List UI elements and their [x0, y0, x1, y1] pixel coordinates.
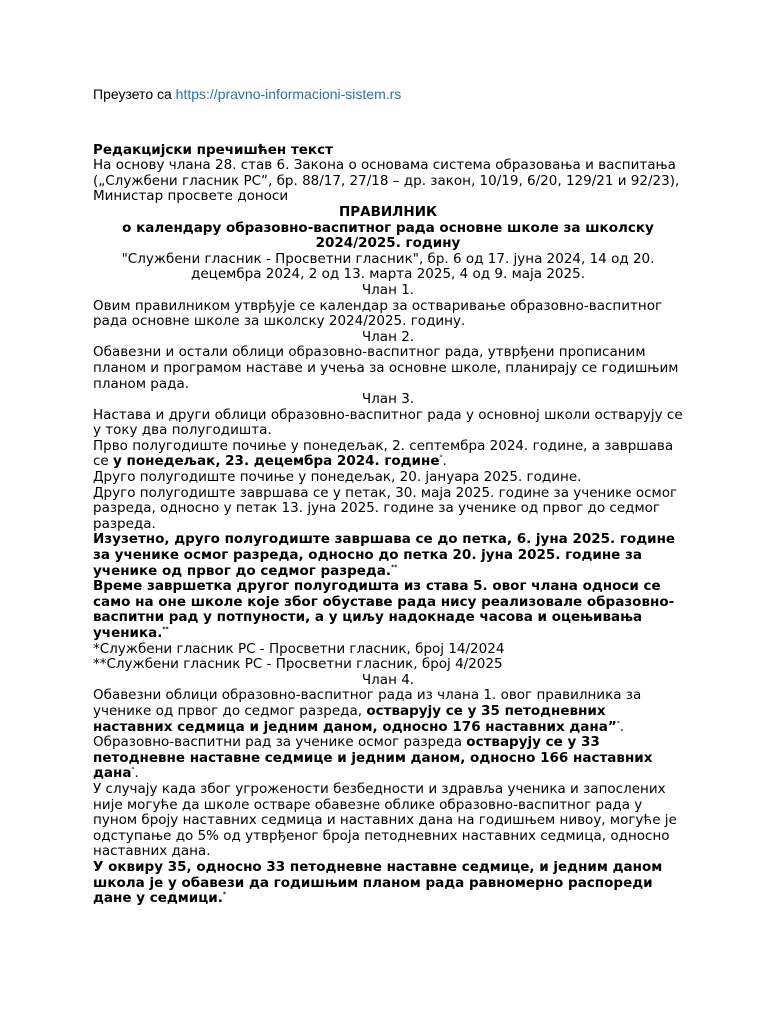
- footnote-marker: **: [162, 626, 169, 633]
- source-link[interactable]: https://pravno-informacioni-sistem.rs: [175, 86, 402, 102]
- article-3-paragraph-3: Друго полугодиште почиње у понедељак, 20. јануара 2025. године.: [93, 469, 582, 486]
- footnote-marker: *: [222, 891, 226, 899]
- article-4-paragraph-1: [93, 688, 683, 735]
- article-4-paragraph-2: [93, 735, 683, 782]
- article-4-p1-text: Обавезни облици образовно-васпитног рада из члана 1. овог правилника за ученике од првог до седмог разреда,: [93, 687, 642, 719]
- article-3-heading: Члан 3.: [361, 391, 415, 408]
- article-3-p6-text: Време завршетка другог полугодишта из става 5. овог члана односи се само на оне школе које због обуставе рада нису реализовале образовно-васпитни рад у потпуности, а у циљу надокнаде часова и оцењивања ученика.: [93, 578, 675, 641]
- source-line: [93, 87, 683, 104]
- footnote-2: **Службени гласник РС - Просветни гласник, број 4/2025: [93, 656, 503, 673]
- article-3-paragraph-5: [93, 532, 683, 579]
- article-3-p2-bold: у понедељак, 23. децембра 2024. године: [113, 453, 440, 470]
- article-3-p2-end: .: [442, 453, 447, 470]
- legal-basis: На основу члана 28. став 6. Закона о основама система образовања и васпитања („Службени гласник РС”, бр. 88/17, 27/18 – др. закон, 10/19, 6/20, 129/21 и 92/23),: [93, 157, 680, 189]
- source-label: Преузето са: [93, 86, 176, 102]
- regulation-title: ПРАВИЛНИК: [338, 203, 438, 220]
- article-4-p1-end: .: [619, 718, 625, 735]
- document-content: [93, 87, 683, 907]
- minister-line: Министар просвете доноси: [93, 188, 289, 205]
- article-3-paragraph-6: [93, 579, 683, 641]
- footnote-marker: **: [391, 563, 398, 571]
- footnote-marker: *: [131, 766, 135, 774]
- article-3-paragraph-2: [93, 439, 683, 470]
- article-4-p4-text: У оквиру 35, односно 33 петодневне наставне седмице, и једним даном школа је у обавези да годишњим планом рада равномерно распореди дане у седмици.: [93, 858, 663, 907]
- redacted-text-heading: Редакцијски пречишћен текст: [93, 141, 333, 158]
- article-3-p5-text: Изузетно, друго полугодиште завршава се до петка, 6. јуна 2025. године за ученике осмог разреда, односно до петка 20. јуна 2025. године за ученике од првог до седмог разреда.: [93, 531, 676, 579]
- article-1-heading: Члан 1.: [361, 281, 415, 298]
- article-2-heading: Члан 2.: [361, 328, 415, 345]
- article-1-text: Овим правилником утврђује се календар за остваривање образовно-васпитног рада основне школе за школску 2024/2025. годину.: [93, 297, 663, 330]
- article-3-paragraph-1: Настава и други облици образовно-васпитног рада у основној школи остварују се у току два полугодишта.: [93, 406, 683, 439]
- article-4-p1-bold: остварују се у 35 петодневних наставних седмица и једним даном, односно 176 наставних дана”: [93, 702, 617, 735]
- article-3-p2-text: Прво полугодиште почиње у понедељак, 2. септембра 2024. године, а завршава се: [93, 437, 674, 470]
- article-4-heading: Члан 4.: [361, 671, 415, 688]
- regulation-subtitle: о календару образовно-васпитног рада основне школе за школску 2024/2025. годину: [122, 219, 654, 252]
- gazette-reference: "Службени гласник - Просветни гласник", бр. 6 од 17. јуна 2024, 14 од 20. децембра 2024, 2 од 13. марта 2025, 4 од 9. маја 2025.: [121, 250, 655, 283]
- article-4-p2-end: .: [134, 765, 139, 782]
- article-3-paragraph-4: Друго полугодиште завршава се у петак, 30. маја 2025. године за ученике осмог разреда, односно у петак 13. јуна 2025. године за ученике од првог до седмог разреда.: [93, 484, 678, 532]
- article-4-paragraph-3: У случају када због угрожености безбедности и здравља ученика и запослених није могуће да школе остваре обавезне облике образовно-васпитног рада у пуном броју наставних седмица и наставних дана на годишњем нивоу, могуће је одступање до 5% од утврђеног броја петодневних наставних седмица, односно наставних дана.: [93, 780, 677, 860]
- article-4-p2-text: Образовно-васпитни рад за ученике осмог разреда: [93, 734, 467, 751]
- footnote-1: *Службени гласник РС - Просветни гласник, број 14/2024: [93, 640, 505, 657]
- footnote-marker: *: [616, 719, 620, 727]
- article-4-p2-bold: остварују се у 33 петодневне наставне седмице и једним даном, односно 166 наставних дана: [93, 734, 653, 782]
- article-2-text: Обавезни и остали облици образовно-васпитног рада, утврђени прописаним планом и програмом наставе и учења за основне школе, планирају се годишњим планом рада.: [93, 344, 679, 392]
- article-4-paragraph-4: [93, 860, 683, 907]
- footnote-marker: *: [439, 454, 443, 462]
